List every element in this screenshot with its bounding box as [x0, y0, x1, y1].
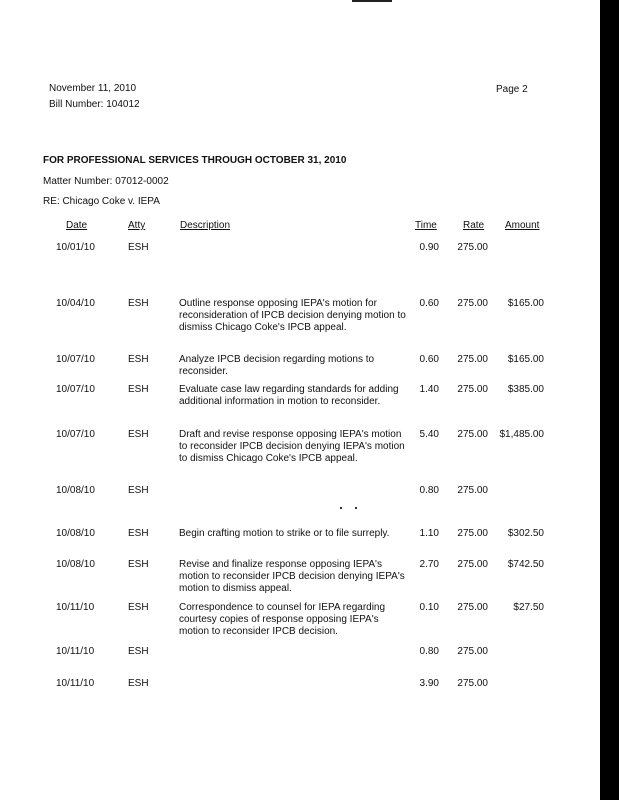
entry-date: 10/07/10	[56, 429, 95, 440]
bill-number: Bill Number: 104012	[49, 99, 140, 110]
entry-atty: ESH	[128, 354, 149, 365]
entry-atty: ESH	[128, 242, 149, 253]
matter-number: Matter Number: 07012-0002	[43, 176, 169, 187]
entry-date: 10/04/10	[56, 298, 95, 309]
entry-time: 2.70	[419, 559, 439, 570]
entry-amount: $302.50	[507, 528, 544, 539]
scan-edge-bar	[600, 0, 619, 800]
scan-speck	[340, 507, 342, 509]
scan-speck	[355, 507, 357, 509]
entry-rate: 275.00	[457, 485, 488, 496]
entry-rate: 275.00	[457, 528, 488, 539]
entry-description: Draft and revise response opposing IEPA's motion to reconsider IPCB decision denying IEPA's motion to dismiss Chicago Coke's IPCB appeal.	[179, 429, 405, 464]
entry-time: 1.10	[419, 528, 439, 539]
entry-atty: ESH	[128, 559, 149, 570]
entry-time: 3.90	[419, 678, 439, 689]
entry-description: Begin crafting motion to strike or to file surreply.	[179, 528, 390, 539]
entry-date: 10/11/10	[56, 646, 95, 657]
entry-time: 0.60	[419, 298, 439, 309]
entry-rate: 275.00	[457, 354, 488, 365]
entry-atty: ESH	[128, 602, 149, 613]
entry-amount: $27.50	[513, 602, 544, 613]
entry-amount: $1,485.00	[499, 429, 544, 440]
entry-time: 1.40	[419, 384, 439, 395]
column-header-rate: Rate	[463, 220, 485, 231]
column-header-time: Time	[415, 220, 437, 231]
entry-atty: ESH	[128, 485, 149, 496]
entry-time: 0.10	[419, 602, 439, 613]
entry-atty: ESH	[128, 528, 149, 539]
column-header-amount: Amount	[505, 220, 540, 231]
entry-amount: $742.50	[507, 559, 544, 570]
column-header-atty: Atty	[128, 220, 146, 231]
entry-amount: $385.00	[507, 384, 544, 395]
entry-rate: 275.00	[457, 242, 488, 253]
scan-mark	[352, 0, 392, 2]
entry-time: 0.80	[419, 646, 439, 657]
entry-atty: ESH	[128, 384, 149, 395]
entry-description: Revise and finalize response opposing IEPA's motion to reconsider IPCB decision denying IEPA's motion to dismiss appeal.	[179, 559, 405, 594]
entry-time: 0.60	[419, 354, 439, 365]
entry-atty: ESH	[128, 298, 149, 309]
entry-atty: ESH	[128, 678, 149, 689]
entry-date: 10/08/10	[56, 528, 95, 539]
entry-time: 0.90	[419, 242, 439, 253]
page-number: Page 2	[496, 84, 528, 95]
entry-time: 0.80	[419, 485, 439, 496]
entry-date: 10/07/10	[56, 384, 95, 395]
entry-description: Analyze IPCB decision regarding motions to reconsider.	[179, 354, 375, 377]
entry-description: Correspondence to counsel for IEPA regarding courtesy copies of response opposing IEPA's motion to reconsider IPCB decision.	[179, 602, 386, 637]
entry-date: 10/08/10	[56, 485, 95, 496]
entry-date: 10/01/10	[56, 242, 95, 253]
entry-atty: ESH	[128, 429, 149, 440]
column-header-date: Date	[66, 220, 88, 231]
entry-rate: 275.00	[457, 646, 488, 657]
column-header-description: Description	[180, 220, 231, 231]
entry-amount: $165.00	[507, 354, 544, 365]
entry-atty: ESH	[128, 646, 149, 657]
entry-time: 5.40	[419, 429, 439, 440]
entry-amount: $165.00	[507, 298, 544, 309]
entry-rate: 275.00	[457, 559, 488, 570]
entry-rate: 275.00	[457, 602, 488, 613]
entry-rate: 275.00	[457, 384, 488, 395]
re-line: RE: Chicago Coke v. IEPA	[43, 196, 160, 207]
entry-rate: 275.00	[457, 298, 488, 309]
entry-date: 10/11/10	[56, 602, 95, 613]
entry-description: Evaluate case law regarding standards for adding additional information in motion to reconsider.	[179, 384, 399, 407]
entry-rate: 275.00	[457, 678, 488, 689]
entry-date: 10/07/10	[56, 354, 95, 365]
entry-date: 10/11/10	[56, 678, 95, 689]
bill-date: November 11, 2010	[49, 83, 137, 94]
entry-description: Outline response opposing IEPA's motion for reconsideration of IPCB decision denying motion to dismiss Chicago Coke's IPCB appeal.	[179, 298, 406, 333]
entry-rate: 275.00	[457, 429, 488, 440]
services-title: FOR PROFESSIONAL SERVICES THROUGH OCTOBER 31, 2010	[43, 155, 347, 166]
entry-date: 10/08/10	[56, 559, 95, 570]
